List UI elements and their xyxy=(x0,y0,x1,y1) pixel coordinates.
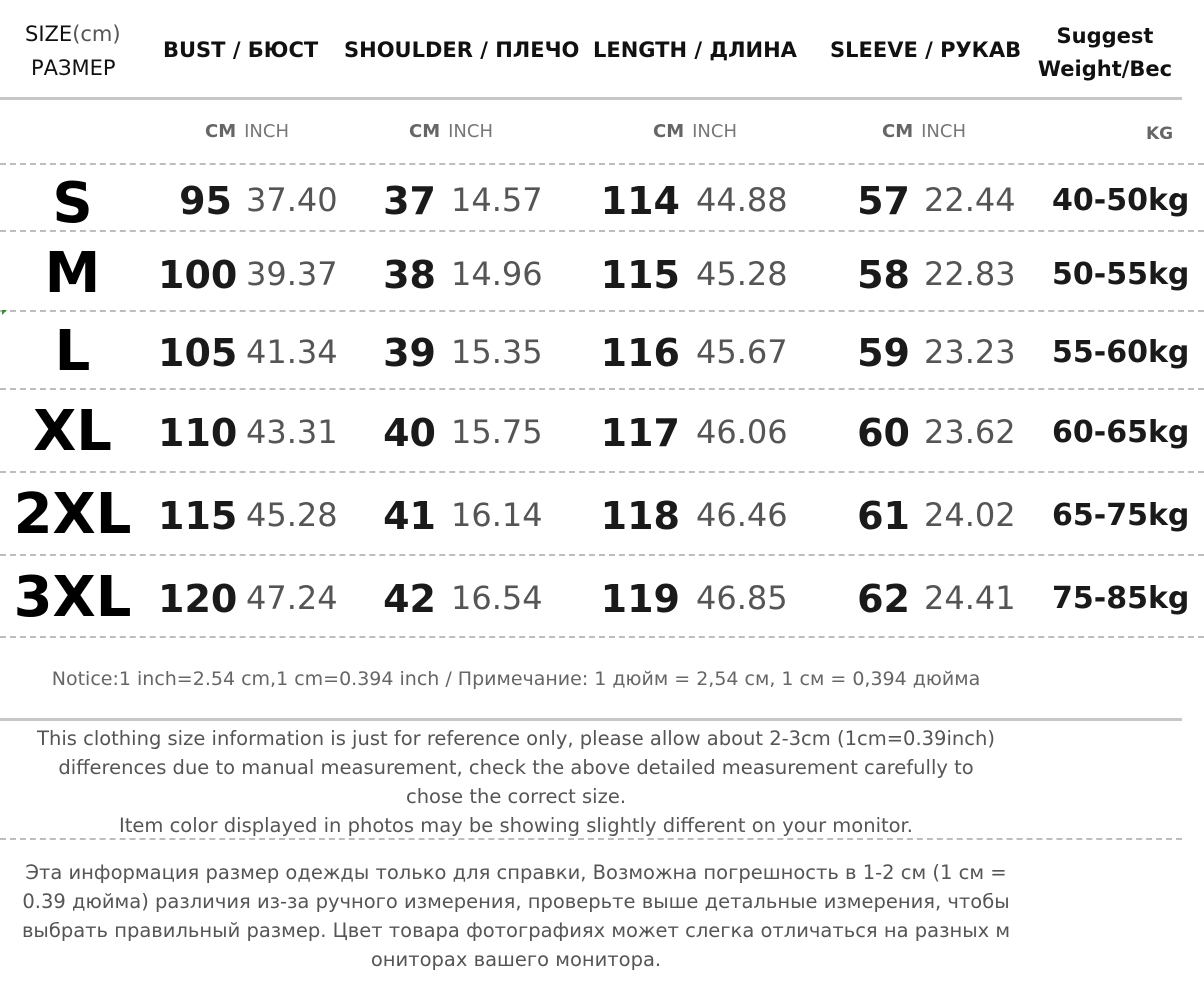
length-cm: 116 xyxy=(600,331,680,375)
length-inch: 46.85 xyxy=(696,579,788,617)
weight-range: 55-60kg xyxy=(1052,335,1190,370)
sleeve-inch: 22.83 xyxy=(924,255,1016,293)
length-inch: 46.46 xyxy=(696,496,788,534)
weight-range: 60-65kg xyxy=(1052,415,1190,450)
shoulder-header: SHOULDER / ПЛЕЧО xyxy=(344,38,580,62)
english-note xyxy=(0,724,1032,840)
size-header xyxy=(25,24,121,45)
row-divider xyxy=(0,310,1204,312)
length-inch: 45.67 xyxy=(696,333,788,371)
size-label: 3XL xyxy=(13,565,132,630)
bust-cm: 110 xyxy=(158,411,238,455)
shoulder-inch: 15.75 xyxy=(451,413,543,451)
english-note-line: differences due to manual measurement, check the above detailed measurement carefully to xyxy=(58,756,974,779)
sleeve-inch: 24.41 xyxy=(924,579,1016,617)
sleeve-inch: 23.62 xyxy=(924,413,1016,451)
sleeve-cm: 58 xyxy=(857,253,910,297)
unit-inch: INCH xyxy=(448,121,494,142)
russian-note-line: выбрать правильный размер. Цвет товара фотографиях может слегка отличаться на разных м xyxy=(21,919,1011,942)
length-cm: 119 xyxy=(600,577,680,621)
bust-cm: 95 xyxy=(179,179,232,223)
length-header: LENGTH / ДЛИНА xyxy=(593,38,797,62)
length-cm: 115 xyxy=(600,253,680,297)
shoulder-cm: 39 xyxy=(383,331,436,375)
note-divider xyxy=(0,838,1182,840)
sleeve-cm: 59 xyxy=(857,331,910,375)
sleeve-cm: 57 xyxy=(857,179,910,223)
shoulder-inch: 14.57 xyxy=(451,181,543,219)
length-inch: 46.06 xyxy=(696,413,788,451)
shoulder-inch: 15.35 xyxy=(451,333,543,371)
length-cm: 118 xyxy=(600,494,680,538)
english-note-line: This clothing size information is just for reference only, please allow about 2-3cm (1cm=0.39inch) xyxy=(37,727,995,750)
size-label: S xyxy=(52,171,93,236)
shoulder-cm: 41 xyxy=(383,494,436,538)
bust-inch: 43.31 xyxy=(246,413,338,451)
russian-note-line: 0.39 дюйма) различия из-за ручного измерения, проверьте выше детальные измерения, чтобы xyxy=(22,890,1010,913)
size-label: M xyxy=(44,241,101,306)
russian-note xyxy=(0,858,1032,974)
weight-range: 65-75kg xyxy=(1052,498,1190,533)
shoulder-cm: 37 xyxy=(383,179,436,223)
sleeve-header: SLEEVE / РУКАВ xyxy=(830,38,1022,62)
weight-range: 75-85kg xyxy=(1052,581,1190,616)
sleeve-inch: 23.23 xyxy=(924,333,1016,371)
english-note-line: Item color displayed in photos may be showing slightly different on your monitor. xyxy=(119,814,913,837)
bust-cm: 115 xyxy=(158,494,238,538)
russian-note-line: ониторах вашего монитора. xyxy=(370,948,662,971)
length-inch: 45.28 xyxy=(696,255,788,293)
shoulder-inch: 16.54 xyxy=(451,579,543,617)
size-label: L xyxy=(54,319,91,384)
bust-cm: 105 xyxy=(158,331,238,375)
weight-header-line1: Suggest xyxy=(1056,24,1154,48)
row-divider xyxy=(0,388,1204,390)
shoulder-cm: 42 xyxy=(383,577,436,621)
bust-inch: 41.34 xyxy=(246,333,338,371)
bust-cm: 120 xyxy=(158,577,238,621)
russian-note-line: Эта информация размер одежды только для справки, Возможна погрешность в 1-2 см (1 см = xyxy=(25,861,1007,884)
length-cm: 117 xyxy=(600,411,680,455)
unit-cm: CM xyxy=(205,121,237,142)
size-header-label: SIZE xyxy=(25,22,73,46)
shoulder-inch: 16.14 xyxy=(451,496,543,534)
bust-inch: 37.40 xyxy=(246,181,338,219)
sleeve-cm: 60 xyxy=(857,411,910,455)
row-divider xyxy=(0,230,1204,232)
row-divider xyxy=(0,554,1204,556)
conversion-notice: Notice:1 inch=2.54 cm,1 cm=0.394 inch / Примечание: 1 дюйм = 2,54 см, 1 см = 0,394 дюйма xyxy=(51,668,981,690)
bust-inch: 45.28 xyxy=(246,496,338,534)
size-label: 2XL xyxy=(13,482,132,547)
shoulder-cm: 38 xyxy=(383,253,436,297)
sleeve-units xyxy=(882,123,966,141)
weight-range: 50-55kg xyxy=(1052,257,1190,292)
weight-header-line2: Weight/Вес xyxy=(1037,57,1173,81)
unit-cm: CM xyxy=(409,121,441,142)
sleeve-cm: 62 xyxy=(857,577,910,621)
corner-marker xyxy=(2,310,7,315)
english-note-line: chose the correct size. xyxy=(405,785,627,808)
row-divider xyxy=(0,636,1204,638)
length-units xyxy=(653,123,737,141)
shoulder-inch: 14.96 xyxy=(451,255,543,293)
unit-cm: CM xyxy=(882,121,914,142)
row-divider xyxy=(0,471,1204,473)
bust-header: BUST / БЮСТ xyxy=(163,38,319,62)
bust-inch: 39.37 xyxy=(246,255,338,293)
sleeve-inch: 24.02 xyxy=(924,496,1016,534)
shoulder-units xyxy=(409,123,493,141)
length-inch: 44.88 xyxy=(696,181,788,219)
bust-cm: 100 xyxy=(158,253,238,297)
length-cm: 114 xyxy=(600,179,680,223)
weight-unit: KG xyxy=(1146,124,1174,144)
unit-inch: INCH xyxy=(692,121,738,142)
size-header-ru: РАЗМЕР xyxy=(31,56,116,80)
sleeve-inch: 22.44 xyxy=(924,181,1016,219)
shoulder-cm: 40 xyxy=(383,411,436,455)
notice-divider xyxy=(0,718,1182,721)
unit-inch: INCH xyxy=(244,121,290,142)
bust-units xyxy=(205,123,289,141)
bust-inch: 47.24 xyxy=(246,579,338,617)
size-label: XL xyxy=(33,399,112,464)
weight-header xyxy=(1020,20,1190,86)
size-header-unit: (cm) xyxy=(72,22,121,46)
row-divider xyxy=(0,163,1204,165)
sleeve-cm: 61 xyxy=(857,494,910,538)
unit-cm: CM xyxy=(653,121,685,142)
header-divider xyxy=(0,97,1182,100)
unit-inch: INCH xyxy=(921,121,967,142)
weight-range: 40-50kg xyxy=(1052,183,1190,218)
